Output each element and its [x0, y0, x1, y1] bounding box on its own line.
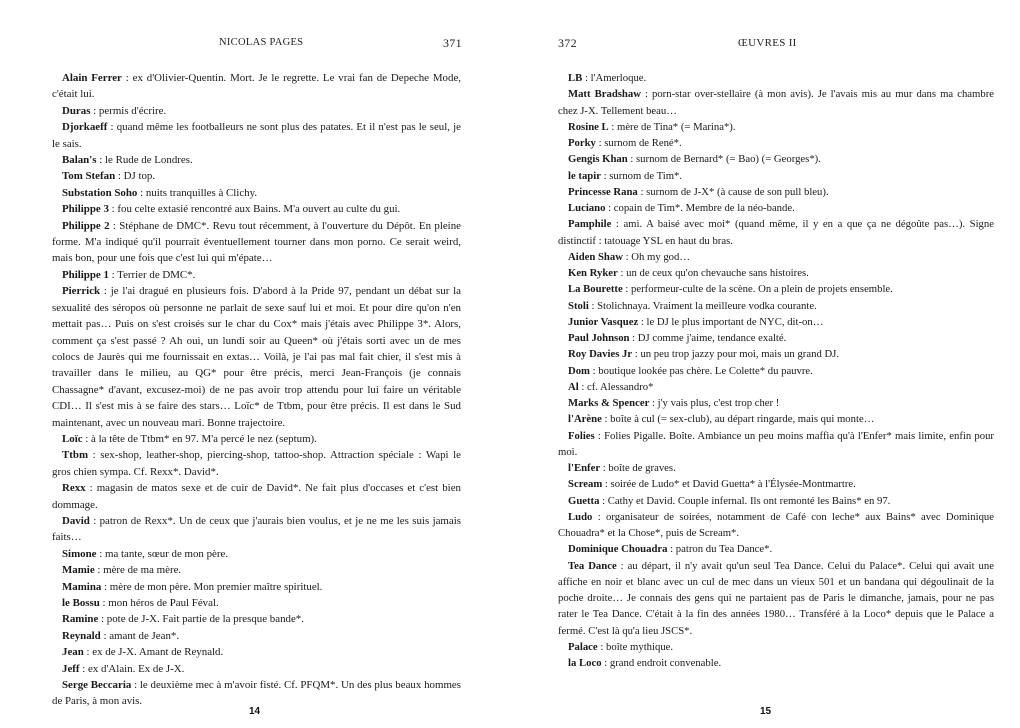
gutter: [500, 0, 520, 700]
glossary-entry: [558, 395, 994, 411]
entry-definition: : grand endroit convenable.: [601, 657, 722, 669]
entry-definition: : boîte mythique.: [597, 640, 674, 653]
glossary-entry: [558, 460, 994, 476]
entry-term: Dominique Chouadra: [568, 543, 668, 556]
entry-term: l'Arène: [568, 413, 602, 426]
glossary-entry: [52, 677, 461, 710]
glossary-entry: [52, 201, 461, 217]
glossary-entry: [558, 184, 994, 200]
glossary-entry: [558, 346, 994, 362]
entry-definition: : ami. A baisé avec moi* (quand même, il y en a que ça ne dégoûte pas…). Signe distinctif : tatouage YSL en haut du bras.: [558, 218, 994, 247]
entry-term: Porky: [568, 137, 596, 149]
entry-term: Al: [568, 380, 579, 393]
entry-definition: : nuits tranquilles à Clichy.: [137, 186, 258, 199]
glossary-entry: [558, 216, 994, 249]
entry-term: Dom: [568, 364, 590, 377]
glossary-entry: [52, 70, 461, 103]
glossary-entry: [558, 281, 994, 297]
glossary-entry: [52, 185, 461, 201]
entry-term: Tom Stefan: [62, 170, 116, 183]
glossary-entry: [558, 476, 994, 492]
entry-definition: : soirée de Ludo* et David Guetta* à l'Élysée-Montmartre.: [602, 478, 856, 491]
entry-term: le tapir: [568, 169, 601, 182]
entry-term: Philippe 3: [62, 203, 109, 216]
folio-right: 15: [760, 706, 772, 717]
running-title: ŒUVRES II: [738, 37, 797, 49]
entry-term: Stoli: [568, 299, 589, 312]
glossary-entry: [558, 411, 994, 427]
entry-term: Mamina: [62, 580, 102, 593]
entry-definition: : je l'ai dragué en plusieurs fois. D'abord à la Pride 97, pendant un débat sur la sexualité des séropos où personne ne parlait de sexe sauf lui et moi. Et pour dire qu'on n'en mettait pas… Puis on s'est croisés sur le char du Cox* mais j'étais avec Philippe 3*. Alors, comment ça s'est passé ? Ah oui, un lundi soir au Queen* où j'étais sorti avec un de mes colocs de Jaurès qui me fournissait en extas… Voilà, je l'ai pas mal fait chier, il s'est mis à travailler dans le milieu, au QG* pour être précis, merci Jean-François (je connais Chassagne* d'avant, excusez-moi) de ne pas avoir trop attendu pour lui faire un véritable CDI… Il s'est mis à se faire des stars… Loïc* de Ttbm, pour être précis. Il est dans le Sud maintenant, avec un nouveau mari. Bonne trajectoire.: [52, 285, 461, 429]
entry-definition: : boutique lookée pas chère. Le Colette* du pauvre.: [589, 364, 813, 377]
entry-term: Princesse Rana: [568, 185, 638, 198]
entry-definition: : mère de ma mère.: [94, 564, 182, 577]
entry-definition: : surnom de Tim*.: [600, 169, 683, 182]
left-page: [0, 0, 500, 708]
glossary-entry: [52, 628, 461, 644]
entry-definition: : patron du Tea Dance*.: [667, 543, 773, 556]
glossary-entry: [558, 86, 994, 119]
glossary-entry: [52, 283, 461, 431]
glossary-entry: [558, 249, 994, 265]
glossary-entry: [52, 480, 461, 513]
entry-term: Roy Davies Jr: [568, 348, 633, 361]
glossary-entry: [52, 644, 461, 660]
glossary-entry: [52, 595, 461, 611]
entry-definition: : au départ, il n'y avait qu'un seul Tea Dance. Celui du Palace*. Celui qui avait une affiche en noir et blanc avec un cul de mec dans un vieux 501 et un bandana qui dégoulinait de la poche droite… Je connais des gens qui ne partaient pas de Paris le dimanche, jamais, pour ne pas rater le Tea Dance. C'était à la fin des années 1980… Transféré à la Loco* depuis que le Palace a fermé. C'est là qu'a lieu JSCS*.: [558, 559, 994, 637]
entry-definition: : DJ comme j'aime, tendance exalté.: [629, 332, 787, 344]
entry-term: la Loco: [568, 657, 602, 669]
entry-definition: : l'Amerloque.: [582, 72, 647, 84]
entry-definition: : surnom de J-X* (à cause de son pull bleu).: [637, 185, 829, 198]
entry-term: Reynald: [62, 629, 101, 642]
entry-term: Serge Beccaria: [62, 679, 132, 692]
entry-definition: : mère de Tina* (= Marina*).: [608, 120, 736, 133]
entry-term: Folies: [568, 429, 595, 442]
entry-definition: : ex d'Olivier-Quentin. Mort. Je le regrette. Le vrai fan de Depeche Mode, c'était lui.: [52, 72, 461, 101]
entry-term: David: [62, 514, 90, 527]
entry-term: Ken Ryker: [568, 267, 618, 279]
entry-definition: : surnom de Bernard* (= Bao) (= Georges*).: [627, 153, 821, 166]
entry-term: Substation Soho: [62, 186, 138, 199]
entry-definition: : Folies Pigalle. Boîte. Ambiance un peu moins maffia qu'à l'Enfer* mais limite, enfin pour moi.: [558, 429, 994, 458]
entry-term: Jean: [62, 646, 84, 659]
entry-definition: : Cathy et David. Couple infernal. Ils ont remonté les Bains* en 97.: [599, 494, 891, 507]
entry-definition: : pote de J-X. Fait partie de la presque bande*.: [98, 613, 304, 626]
entry-definition: : mon héros de Paul Féval.: [99, 597, 219, 609]
entry-term: Rexx: [62, 482, 86, 495]
glossary-entry: [558, 200, 994, 216]
glossary-entry: [558, 330, 994, 346]
entry-definition: : amant de Jean*.: [100, 629, 180, 642]
entry-term: Djorkaeff: [62, 121, 108, 134]
glossary-entry: [52, 267, 461, 283]
glossary-entry: [558, 168, 994, 184]
entry-term: Philippe 1: [62, 268, 109, 281]
entry-definition: : quand même les footballeurs ne sont plus des patates. Et il n'est pas le seul, je le sais.: [52, 121, 461, 150]
entry-term: l'Enfer: [568, 462, 601, 474]
entry-term: La Bourette: [568, 283, 623, 296]
entry-definition: : fou celte extasié rencontré aux Bains. M'a ouvert au culte du gui.: [108, 203, 401, 216]
entry-definition: : un de ceux qu'on chevauche sans histoires.: [617, 267, 809, 279]
glossary-entry: [558, 558, 994, 639]
glossary-column: [558, 70, 994, 671]
entry-term: Scream: [568, 478, 603, 491]
entry-definition: : ma tante, sœur de mon père.: [96, 547, 229, 560]
entry-definition: : performeur-culte de la scène. On a plein de projets ensemble.: [622, 283, 893, 296]
running-title: NICOLAS PAGES: [219, 37, 304, 48]
entry-term: Ramine: [62, 613, 99, 626]
entry-definition: : mère de mon père. Mon premier maître spirituel.: [101, 580, 323, 593]
glossary-entry: [52, 611, 461, 627]
glossary-entry: [558, 379, 994, 395]
glossary-entry: [558, 298, 994, 314]
entry-term: Philippe 2: [62, 219, 110, 232]
entry-term: Matt Bradshaw: [568, 88, 641, 101]
glossary-entry: [558, 509, 994, 542]
glossary-entry: [52, 447, 461, 480]
glossary-entry: [558, 265, 994, 281]
glossary-entry: [558, 314, 994, 330]
glossary-column: [52, 70, 461, 710]
entry-definition: : permis d'écrire.: [90, 104, 167, 117]
entry-term: Guetta: [568, 494, 600, 507]
glossary-entry: [52, 431, 461, 447]
glossary-entry: [558, 151, 994, 167]
glossary-entry: [558, 493, 994, 509]
page-number: 372: [558, 36, 577, 50]
entry-term: Marks & Spencer: [568, 397, 650, 409]
entry-definition: : Oh my god…: [622, 250, 691, 263]
entry-term: Loïc: [62, 432, 83, 445]
entry-term: Jeff: [62, 662, 80, 675]
entry-term: Pamphile: [568, 218, 612, 231]
entry-definition: : sex-shop, leather-shop, piercing-shop, tattoo-shop. Attraction spéciale : Wapi le gros chien sympa. Cf. Rexx*. David*.: [52, 449, 461, 478]
glossary-entry: [558, 70, 994, 86]
entry-term: Simone: [62, 547, 97, 560]
entry-term: Palace: [568, 640, 598, 653]
folio-left: 14: [249, 706, 261, 717]
entry-term: Pierrick: [62, 285, 101, 298]
entry-term: Tea Dance: [568, 559, 617, 572]
entry-definition: : cf. Alessandro*: [578, 380, 654, 393]
glossary-entry: [52, 562, 461, 578]
glossary-entry: [52, 103, 461, 119]
entry-definition: : ex de J-X. Amant de Reynald.: [83, 646, 224, 659]
right-page: [520, 0, 1020, 700]
entry-definition: : à la tête de Ttbm* en 97. M'a percé le nez (septum).: [82, 432, 317, 445]
entry-term: Rosine L: [568, 120, 609, 133]
entry-definition: : magasin de matos sexe et de cuir de David*. Ne fait plus d'occases et c'est bien dommage.: [52, 482, 461, 511]
glossary-entry: [52, 152, 461, 168]
entry-definition: : j'y vais plus, c'est trop cher !: [649, 397, 780, 409]
glossary-entry: [558, 428, 994, 461]
entry-definition: : porn-star over-stellaire (à mon avis). Je l'avais mis au mur dans ma chambre chez J-X. Tellement beau…: [558, 88, 994, 117]
entry-definition: : organisateur de soirées, notamment de Café con leche* aux Bains* avec Dominique Chouadra* et la Chose*, puis de Scream*.: [558, 510, 994, 539]
glossary-entry: [52, 661, 461, 677]
glossary-entry: [52, 513, 461, 546]
entry-term: Ludo: [568, 510, 593, 523]
entry-definition: : surnom de René*.: [595, 137, 682, 149]
entry-term: Duras: [62, 104, 91, 117]
glossary-entry: [52, 119, 461, 152]
entry-definition: : le deuxième mec à m'avoir fisté. Cf. PFQM*. Un des plus beaux hommes de Paris, à mon avis.: [52, 679, 461, 708]
entry-term: Alain Ferrer: [62, 72, 122, 84]
entry-term: Junior Vasquez: [568, 315, 639, 328]
entry-definition: : copain de Tim*. Membre de la néo-bande.: [605, 202, 795, 214]
entry-term: Paul Johnson: [568, 332, 630, 344]
entry-definition: : le Rude de Londres.: [96, 154, 193, 167]
glossary-entry: [558, 363, 994, 379]
glossary-entry: [52, 546, 461, 562]
entry-term: le Bossu: [62, 597, 100, 609]
entry-definition: : le DJ le plus important de NYC, dit-on…: [638, 315, 824, 328]
entry-definition: : un peu trop jazzy pour moi, mais un grand DJ.: [632, 348, 840, 361]
entry-term: LB: [568, 72, 583, 84]
entry-definition: : DJ top.: [115, 170, 156, 183]
glossary-entry: [558, 639, 994, 655]
page-number: 371: [443, 36, 462, 50]
glossary-entry: [558, 655, 994, 671]
entry-definition: : boîte de graves.: [600, 462, 676, 474]
entry-term: Ttbm: [62, 449, 89, 462]
entry-term: Mamie: [62, 564, 95, 577]
glossary-entry: [558, 119, 994, 135]
entry-definition: : Terrier de DMC*.: [108, 268, 196, 281]
entry-definition: : Stolichnaya. Vraiment la meilleure vodka courante.: [588, 299, 817, 312]
entry-definition: : ex d'Alain. Ex de J-X.: [79, 662, 185, 675]
entry-term: Gengis Khan: [568, 153, 628, 166]
entry-term: Aiden Shaw: [568, 250, 623, 263]
glossary-entry: [558, 541, 994, 557]
glossary-entry: [52, 218, 461, 267]
glossary-entry: [558, 135, 994, 151]
glossary-entry: [52, 579, 461, 595]
entry-definition: : boîte à cul (= sex-club), au départ ringarde, mais qui monte…: [601, 413, 875, 426]
entry-definition: : patron de Rexx*. Un de ceux que j'aurais bien voulus, et je ne me les suis jamais faits…: [52, 514, 461, 544]
glossary-entry: [52, 168, 461, 184]
entry-term: Balan's: [62, 154, 97, 167]
entry-term: Luciano: [568, 202, 606, 214]
entry-definition: : Stéphane de DMC*. Revu tout récemment, à l'ouverture du Dépôt. En pleine forme. M'a indiqué qu'il pourrait éventuellement tourner dans mon porno. Ce serait weird, mais bon, pour une fois que c'est lui qui m'épate…: [52, 219, 461, 265]
